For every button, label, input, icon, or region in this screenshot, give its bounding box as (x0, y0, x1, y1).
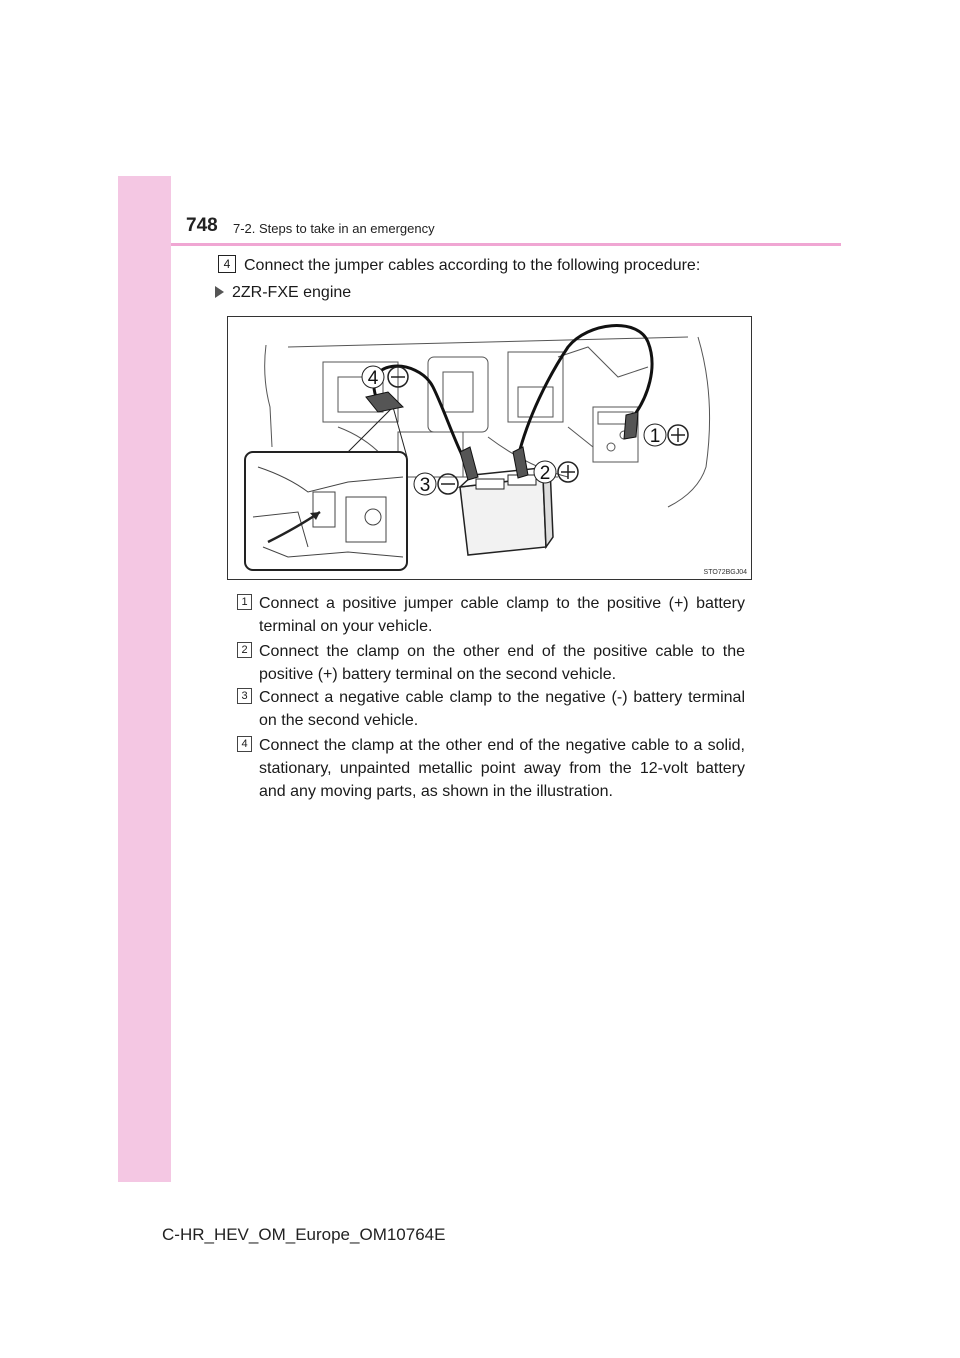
item-number: 4 (237, 736, 252, 752)
item-number: 2 (237, 642, 252, 658)
section-title: 7-2. Steps to take in an emergency (233, 221, 435, 236)
page-number: 748 (186, 215, 218, 236)
item-text: Connect a positive jumper cable clamp to the positive (+) battery terminal on your vehicle. (259, 595, 745, 635)
callout-4: 4 (367, 368, 379, 389)
item-text: Connect the clamp on the other end of the positive cable to the positive (+) battery terminal on the second vehicle. (259, 643, 745, 683)
figure-code: STO72BGJ04 (703, 569, 747, 576)
item-number: 3 (237, 688, 252, 704)
item-text: Connect the clamp at the other end of the negative cable to a solid, stationary, unpainted metallic point away from the 12-volt battery and any moving parts, as shown in the illustration. (259, 737, 745, 800)
callout-2: 2 (539, 463, 551, 484)
header-divider (171, 243, 841, 246)
step-instruction: Connect the jumper cables according to the following procedure: (244, 257, 701, 274)
item-text: Connect a negative cable clamp to the negative (-) battery terminal on the second vehicle. (259, 689, 745, 729)
callout-3: 3 (419, 475, 431, 496)
callout-1: 1 (649, 426, 661, 447)
document-code: C-HR_HEV_OM_Europe_OM10764E (162, 1225, 446, 1244)
engine-type-row (215, 284, 351, 302)
item-number: 1 (237, 594, 252, 610)
engine-type-label: 2ZR-FXE engine (232, 284, 352, 301)
jumper-cable-illustration (227, 316, 752, 580)
side-tab (118, 176, 171, 1182)
triangle-bullet-icon (215, 286, 224, 298)
step-number-box: 4 (218, 255, 236, 273)
